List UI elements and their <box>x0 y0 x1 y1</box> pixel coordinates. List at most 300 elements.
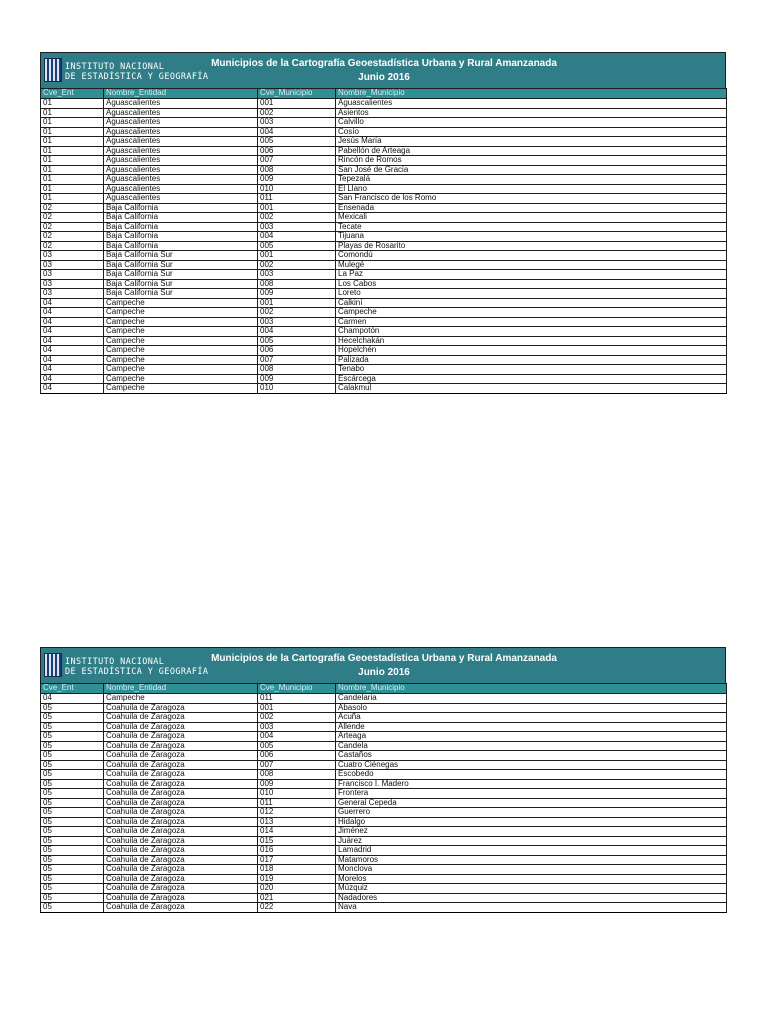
cell-nombre-entidad[interactable]: Aguascalientes <box>104 99 258 109</box>
sheet-page-1 <box>40 52 726 394</box>
cell-nombre-municipio[interactable]: Jesús María <box>336 137 727 147</box>
cell-nombre-entidad[interactable]: Coahuila de Zaragoza <box>104 760 258 770</box>
cell-cve-municipio[interactable]: 013 <box>258 817 336 827</box>
cell-nombre-municipio[interactable]: Tecate <box>336 222 727 232</box>
cell-nombre-municipio[interactable]: Nadadores <box>336 893 727 903</box>
col-header-cve-ent[interactable]: Cve_Ent <box>41 89 104 99</box>
cell-cve-municipio[interactable]: 012 <box>258 808 336 818</box>
cell-nombre-entidad[interactable]: Aguascalientes <box>104 118 258 128</box>
cell-nombre-municipio[interactable]: Aguascalientes <box>336 99 727 109</box>
cell-cve-ent[interactable]: 04 <box>41 298 104 308</box>
cell-cve-municipio[interactable]: 008 <box>258 165 336 175</box>
cell-cve-municipio[interactable]: 015 <box>258 836 336 846</box>
cell-cve-municipio[interactable]: 008 <box>258 279 336 289</box>
table-row <box>41 222 727 232</box>
table-row <box>41 798 727 808</box>
cell-nombre-entidad[interactable]: Coahuila de Zaragoza <box>104 874 258 884</box>
cell-nombre-municipio[interactable]: Juárez <box>336 836 727 846</box>
cell-nombre-municipio[interactable]: Mulegé <box>336 260 727 270</box>
cell-nombre-entidad[interactable]: Coahuila de Zaragoza <box>104 789 258 799</box>
cell-cve-municipio[interactable]: 007 <box>258 355 336 365</box>
col-header-nombre-municipio[interactable]: Nombre_Municipio <box>336 89 727 99</box>
cell-nombre-entidad[interactable]: Baja California Sur <box>104 289 258 299</box>
table-row <box>41 874 727 884</box>
cell-cve-municipio[interactable]: 018 <box>258 865 336 875</box>
cell-nombre-entidad[interactable]: Coahuila de Zaragoza <box>104 722 258 732</box>
org-name-line1: INSTITUTO NACIONAL <box>65 657 165 667</box>
cell-cve-ent[interactable]: 05 <box>41 884 104 894</box>
title-line1: Municipios de la Cartografía Geoestadística Urbana y Rural Amanzanada <box>211 58 557 69</box>
cell-nombre-municipio[interactable]: Escobedo <box>336 770 727 780</box>
cell-cve-ent[interactable]: 01 <box>41 194 104 204</box>
cell-cve-municipio[interactable]: 010 <box>258 789 336 799</box>
cell-cve-ent[interactable]: 05 <box>41 903 104 913</box>
cell-nombre-municipio[interactable]: Castaños <box>336 751 727 761</box>
col-header-nombre-municipio[interactable]: Nombre_Municipio <box>336 684 727 694</box>
cell-nombre-municipio[interactable]: Nava <box>336 903 727 913</box>
cell-nombre-entidad[interactable]: Campeche <box>104 346 258 356</box>
cell-nombre-municipio[interactable]: Tenabo <box>336 365 727 375</box>
cell-cve-ent[interactable]: 03 <box>41 260 104 270</box>
table-row <box>41 213 727 223</box>
cell-cve-municipio[interactable]: 010 <box>258 184 336 194</box>
cell-cve-ent[interactable]: 05 <box>41 817 104 827</box>
cell-cve-ent[interactable]: 02 <box>41 232 104 242</box>
cell-cve-municipio[interactable]: 014 <box>258 827 336 837</box>
cell-cve-ent[interactable]: 05 <box>41 770 104 780</box>
org-name-line2: DE ESTADÍSTICA Y GEOGRAFÍA <box>65 667 209 677</box>
cell-nombre-municipio[interactable]: La Paz <box>336 270 727 280</box>
table-row <box>41 137 727 147</box>
cell-cve-municipio[interactable]: 019 <box>258 874 336 884</box>
col-header-cve-municipio[interactable]: Cve_Municipio <box>258 684 336 694</box>
cell-nombre-municipio[interactable]: General Cepeda <box>336 798 727 808</box>
table-row <box>41 789 727 799</box>
table-row <box>41 346 727 356</box>
cell-cve-ent[interactable]: 05 <box>41 741 104 751</box>
sheet-banner <box>40 52 726 88</box>
cell-nombre-municipio[interactable]: San José de Gracia <box>336 165 727 175</box>
cell-cve-municipio[interactable]: 011 <box>258 694 336 704</box>
cell-nombre-municipio[interactable]: Palizada <box>336 355 727 365</box>
cell-nombre-municipio[interactable]: El Llano <box>336 184 727 194</box>
cell-cve-municipio[interactable]: 021 <box>258 893 336 903</box>
cell-nombre-municipio[interactable]: Campeche <box>336 308 727 318</box>
cell-cve-ent[interactable]: 01 <box>41 184 104 194</box>
cell-cve-municipio[interactable]: 005 <box>258 137 336 147</box>
cell-cve-municipio[interactable]: 011 <box>258 194 336 204</box>
cell-nombre-entidad[interactable]: Coahuila de Zaragoza <box>104 779 258 789</box>
cell-nombre-municipio[interactable]: Mexicali <box>336 213 727 223</box>
cell-nombre-municipio[interactable]: Hecelchakán <box>336 336 727 346</box>
cell-nombre-entidad[interactable]: Campeche <box>104 298 258 308</box>
cell-nombre-entidad[interactable]: Coahuila de Zaragoza <box>104 893 258 903</box>
cell-cve-municipio[interactable]: 009 <box>258 289 336 299</box>
table-row <box>41 336 727 346</box>
cell-nombre-entidad[interactable]: Coahuila de Zaragoza <box>104 808 258 818</box>
col-header-cve-ent[interactable]: Cve_Ent <box>41 684 104 694</box>
cell-cve-municipio[interactable]: 016 <box>258 846 336 856</box>
table-row <box>41 99 727 109</box>
cell-nombre-entidad[interactable]: Aguascalientes <box>104 175 258 185</box>
table-row <box>41 298 727 308</box>
table-row <box>41 779 727 789</box>
cell-cve-municipio[interactable]: 003 <box>258 270 336 280</box>
cell-nombre-municipio[interactable]: Francisco I. Madero <box>336 779 727 789</box>
cell-nombre-municipio[interactable]: Guerrero <box>336 808 727 818</box>
cell-nombre-municipio[interactable]: Acuña <box>336 713 727 723</box>
cell-cve-ent[interactable]: 05 <box>41 846 104 856</box>
cell-cve-municipio[interactable]: 007 <box>258 760 336 770</box>
cell-cve-ent[interactable]: 01 <box>41 99 104 109</box>
cell-nombre-entidad[interactable]: Aguascalientes <box>104 108 258 118</box>
table-row <box>41 232 727 242</box>
cell-cve-municipio[interactable]: 006 <box>258 146 336 156</box>
inegi-logo-icon <box>44 58 62 82</box>
cell-cve-municipio[interactable]: 002 <box>258 108 336 118</box>
cell-cve-ent[interactable]: 05 <box>41 836 104 846</box>
cell-cve-municipio[interactable]: 009 <box>258 779 336 789</box>
inegi-logo <box>43 56 209 86</box>
cell-nombre-municipio[interactable]: Asientos <box>336 108 727 118</box>
cell-cve-ent[interactable]: 04 <box>41 374 104 384</box>
table-row <box>41 694 727 704</box>
cell-cve-municipio[interactable]: 002 <box>258 308 336 318</box>
cell-cve-ent[interactable]: 04 <box>41 384 104 394</box>
table-row <box>41 108 727 118</box>
cell-cve-ent[interactable]: 04 <box>41 327 104 337</box>
table-row <box>41 770 727 780</box>
table-row <box>41 884 727 894</box>
cell-nombre-municipio[interactable]: Pabellón de Arteaga <box>336 146 727 156</box>
cell-cve-municipio[interactable]: 004 <box>258 232 336 242</box>
cell-cve-municipio[interactable]: 022 <box>258 903 336 913</box>
cell-cve-ent[interactable]: 01 <box>41 108 104 118</box>
cell-cve-municipio[interactable]: 004 <box>258 327 336 337</box>
cell-cve-ent[interactable]: 03 <box>41 279 104 289</box>
cell-nombre-municipio[interactable]: Monclova <box>336 865 727 875</box>
sheet-title <box>203 652 565 680</box>
table-row <box>41 156 727 166</box>
cell-nombre-municipio[interactable]: Abasolo <box>336 703 727 713</box>
table-row <box>41 808 727 818</box>
cell-cve-municipio[interactable]: 001 <box>258 99 336 109</box>
cell-nombre-entidad[interactable]: Coahuila de Zaragoza <box>104 903 258 913</box>
cell-nombre-entidad[interactable]: Aguascalientes <box>104 137 258 147</box>
cell-nombre-municipio[interactable]: Loreto <box>336 289 727 299</box>
cell-cve-municipio[interactable]: 003 <box>258 118 336 128</box>
cell-nombre-entidad[interactable]: Coahuila de Zaragoza <box>104 751 258 761</box>
cell-cve-ent[interactable]: 05 <box>41 713 104 723</box>
table-row <box>41 732 727 742</box>
cell-nombre-entidad[interactable]: Coahuila de Zaragoza <box>104 817 258 827</box>
cell-cve-ent[interactable]: 05 <box>41 893 104 903</box>
table-row <box>41 279 727 289</box>
table-row <box>41 165 727 175</box>
cell-cve-ent[interactable]: 05 <box>41 722 104 732</box>
cell-nombre-municipio[interactable]: Hidalgo <box>336 817 727 827</box>
cell-cve-ent[interactable]: 02 <box>41 213 104 223</box>
table-row <box>41 308 727 318</box>
cell-cve-municipio[interactable]: 003 <box>258 222 336 232</box>
table-row <box>41 203 727 213</box>
table-row <box>41 836 727 846</box>
cell-nombre-entidad[interactable]: Coahuila de Zaragoza <box>104 703 258 713</box>
table-row <box>41 760 727 770</box>
municipios-table <box>40 88 727 394</box>
cell-nombre-entidad[interactable]: Coahuila de Zaragoza <box>104 741 258 751</box>
table-row <box>41 827 727 837</box>
table-row <box>41 384 727 394</box>
table-row <box>41 903 727 913</box>
cell-nombre-municipio[interactable]: Ensenada <box>336 203 727 213</box>
cell-nombre-municipio[interactable]: Cuatro Ciénegas <box>336 760 727 770</box>
cell-nombre-entidad[interactable]: Coahuila de Zaragoza <box>104 798 258 808</box>
cell-cve-ent[interactable]: 04 <box>41 308 104 318</box>
cell-nombre-entidad[interactable]: Campeche <box>104 694 258 704</box>
table-row <box>41 118 727 128</box>
cell-nombre-entidad[interactable]: Coahuila de Zaragoza <box>104 827 258 837</box>
table-row <box>41 270 727 280</box>
cell-cve-ent[interactable]: 05 <box>41 732 104 742</box>
cell-cve-ent[interactable]: 03 <box>41 270 104 280</box>
cell-nombre-entidad[interactable]: Baja California <box>104 222 258 232</box>
cell-cve-ent[interactable]: 05 <box>41 703 104 713</box>
cell-nombre-entidad[interactable]: Aguascalientes <box>104 165 258 175</box>
table-row <box>41 817 727 827</box>
cell-cve-ent[interactable]: 04 <box>41 336 104 346</box>
cell-nombre-municipio[interactable]: Allende <box>336 722 727 732</box>
cell-nombre-municipio[interactable]: Candela <box>336 741 727 751</box>
table-row <box>41 127 727 137</box>
table-row <box>41 713 727 723</box>
table-row <box>41 374 727 384</box>
cell-cve-ent[interactable]: 01 <box>41 127 104 137</box>
cell-nombre-entidad[interactable]: Coahuila de Zaragoza <box>104 836 258 846</box>
cell-nombre-entidad[interactable]: Baja California <box>104 213 258 223</box>
header-row <box>41 684 727 694</box>
table-row <box>41 865 727 875</box>
cell-nombre-entidad[interactable]: Coahuila de Zaragoza <box>104 855 258 865</box>
cell-nombre-entidad[interactable]: Campeche <box>104 308 258 318</box>
cell-cve-municipio[interactable]: 017 <box>258 855 336 865</box>
table-row <box>41 846 727 856</box>
cell-cve-municipio[interactable]: 001 <box>258 298 336 308</box>
cell-cve-municipio[interactable]: 002 <box>258 713 336 723</box>
table-row <box>41 893 727 903</box>
cell-cve-ent[interactable]: 05 <box>41 855 104 865</box>
cell-nombre-municipio[interactable]: Rincón de Romos <box>336 156 727 166</box>
cell-nombre-municipio[interactable]: Champotón <box>336 327 727 337</box>
cell-cve-ent[interactable]: 01 <box>41 137 104 147</box>
cell-cve-ent[interactable]: 02 <box>41 241 104 251</box>
cell-cve-municipio[interactable]: 001 <box>258 203 336 213</box>
table-row <box>41 365 727 375</box>
cell-nombre-entidad[interactable]: Coahuila de Zaragoza <box>104 865 258 875</box>
org-name-line2: DE ESTADÍSTICA Y GEOGRAFÍA <box>65 72 209 82</box>
cell-nombre-entidad[interactable]: Campeche <box>104 336 258 346</box>
inegi-logo <box>43 651 209 681</box>
cell-nombre-entidad[interactable]: Baja California <box>104 241 258 251</box>
cell-cve-municipio[interactable]: 005 <box>258 741 336 751</box>
cell-nombre-municipio[interactable]: Candelaria <box>336 694 727 704</box>
cell-nombre-entidad[interactable]: Baja California <box>104 232 258 242</box>
cell-cve-ent[interactable]: 04 <box>41 365 104 375</box>
cell-cve-ent[interactable]: 05 <box>41 865 104 875</box>
cell-nombre-entidad[interactable]: Campeche <box>104 365 258 375</box>
table-body <box>41 694 727 913</box>
cell-nombre-entidad[interactable]: Coahuila de Zaragoza <box>104 713 258 723</box>
cell-cve-municipio[interactable]: 009 <box>258 374 336 384</box>
table-row <box>41 327 727 337</box>
municipios-table <box>40 683 727 913</box>
table-row <box>41 289 727 299</box>
cell-cve-municipio[interactable]: 002 <box>258 260 336 270</box>
cell-cve-ent[interactable]: 05 <box>41 808 104 818</box>
table-row <box>41 260 727 270</box>
cell-nombre-entidad[interactable]: Campeche <box>104 374 258 384</box>
cell-cve-ent[interactable]: 05 <box>41 798 104 808</box>
cell-nombre-municipio[interactable]: Los Cabos <box>336 279 727 289</box>
title-line2: Junio 2016 <box>358 72 410 83</box>
table-row <box>41 194 727 204</box>
col-header-nombre-entidad[interactable]: Nombre_Entidad <box>104 89 258 99</box>
cell-nombre-municipio[interactable]: San Francisco de los Romo <box>336 194 727 204</box>
table-row <box>41 241 727 251</box>
cell-nombre-municipio[interactable]: Arteaga <box>336 732 727 742</box>
cell-nombre-municipio[interactable]: Jiménez <box>336 827 727 837</box>
cell-cve-ent[interactable]: 05 <box>41 827 104 837</box>
cell-nombre-entidad[interactable]: Campeche <box>104 355 258 365</box>
cell-nombre-entidad[interactable]: Coahuila de Zaragoza <box>104 884 258 894</box>
col-header-nombre-entidad[interactable]: Nombre_Entidad <box>104 684 258 694</box>
org-name-line1: INSTITUTO NACIONAL <box>65 62 165 72</box>
cell-nombre-municipio[interactable]: Morelos <box>336 874 727 884</box>
cell-nombre-entidad[interactable]: Baja California Sur <box>104 251 258 261</box>
sheet-title <box>203 57 565 85</box>
cell-nombre-entidad[interactable]: Campeche <box>104 384 258 394</box>
cell-nombre-municipio[interactable]: Calakmul <box>336 384 727 394</box>
cell-cve-municipio[interactable]: 020 <box>258 884 336 894</box>
cell-nombre-municipio[interactable]: Carmen <box>336 317 727 327</box>
cell-cve-ent[interactable]: 05 <box>41 760 104 770</box>
cell-cve-ent[interactable]: 05 <box>41 874 104 884</box>
cell-nombre-municipio[interactable]: Tepezalá <box>336 175 727 185</box>
cell-cve-municipio[interactable]: 003 <box>258 317 336 327</box>
inegi-logo-icon <box>44 653 62 677</box>
cell-nombre-entidad[interactable]: Aguascalientes <box>104 194 258 204</box>
table-row <box>41 175 727 185</box>
cell-cve-ent[interactable]: 02 <box>41 203 104 213</box>
cell-nombre-municipio[interactable]: Playas de Rosarito <box>336 241 727 251</box>
title-line1: Municipios de la Cartografía Geoestadística Urbana y Rural Amanzanada <box>211 653 557 664</box>
cell-cve-ent[interactable]: 04 <box>41 355 104 365</box>
cell-cve-ent[interactable]: 01 <box>41 118 104 128</box>
cell-nombre-entidad[interactable]: Baja California <box>104 203 258 213</box>
cell-cve-municipio[interactable]: 001 <box>258 251 336 261</box>
cell-nombre-entidad[interactable]: Baja California Sur <box>104 279 258 289</box>
cell-cve-ent[interactable]: 05 <box>41 751 104 761</box>
cell-nombre-municipio[interactable]: Calkiní <box>336 298 727 308</box>
cell-cve-municipio[interactable]: 008 <box>258 770 336 780</box>
cell-cve-ent[interactable]: 04 <box>41 694 104 704</box>
cell-cve-ent[interactable]: 01 <box>41 156 104 166</box>
cell-nombre-municipio[interactable]: Calvillo <box>336 118 727 128</box>
cell-nombre-municipio[interactable]: Matamoros <box>336 855 727 865</box>
cell-cve-ent[interactable]: 03 <box>41 251 104 261</box>
cell-cve-municipio[interactable]: 004 <box>258 127 336 137</box>
sheet-page-2 <box>40 647 726 913</box>
cell-cve-ent[interactable]: 05 <box>41 779 104 789</box>
cell-cve-ent[interactable]: 05 <box>41 789 104 799</box>
cell-cve-municipio[interactable]: 011 <box>258 798 336 808</box>
cell-cve-ent[interactable]: 01 <box>41 146 104 156</box>
cell-nombre-municipio[interactable]: Frontera <box>336 789 727 799</box>
cell-cve-ent[interactable]: 02 <box>41 222 104 232</box>
table-row <box>41 855 727 865</box>
cell-nombre-entidad[interactable]: Campeche <box>104 317 258 327</box>
table-row <box>41 317 727 327</box>
cell-nombre-municipio[interactable]: Hopelchén <box>336 346 727 356</box>
cell-nombre-entidad[interactable]: Baja California Sur <box>104 260 258 270</box>
table-row <box>41 251 727 261</box>
cell-nombre-entidad[interactable]: Coahuila de Zaragoza <box>104 770 258 780</box>
cell-cve-ent[interactable]: 04 <box>41 317 104 327</box>
table-row <box>41 741 727 751</box>
title-line2: Junio 2016 <box>358 667 410 678</box>
cell-cve-ent[interactable]: 01 <box>41 165 104 175</box>
cell-nombre-municipio[interactable]: Lamadrid <box>336 846 727 856</box>
header-row <box>41 89 727 99</box>
col-header-cve-municipio[interactable]: Cve_Municipio <box>258 89 336 99</box>
cell-nombre-municipio[interactable]: Múzquiz <box>336 884 727 894</box>
sheet-banner <box>40 647 726 683</box>
cell-nombre-municipio[interactable]: Comondú <box>336 251 727 261</box>
cell-nombre-entidad[interactable]: Aguascalientes <box>104 184 258 194</box>
cell-cve-municipio[interactable]: 010 <box>258 384 336 394</box>
cell-nombre-entidad[interactable]: Aguascalientes <box>104 127 258 137</box>
cell-nombre-municipio[interactable]: Tijuana <box>336 232 727 242</box>
cell-nombre-entidad[interactable]: Coahuila de Zaragoza <box>104 846 258 856</box>
cell-cve-municipio[interactable]: 007 <box>258 156 336 166</box>
table-body <box>41 99 727 394</box>
cell-cve-municipio[interactable]: 006 <box>258 346 336 356</box>
table-row <box>41 751 727 761</box>
cell-cve-municipio[interactable]: 001 <box>258 703 336 713</box>
cell-nombre-entidad[interactable]: Baja California Sur <box>104 270 258 280</box>
cell-cve-municipio[interactable]: 009 <box>258 175 336 185</box>
cell-cve-ent[interactable]: 04 <box>41 346 104 356</box>
cell-nombre-municipio[interactable]: Escárcega <box>336 374 727 384</box>
cell-cve-municipio[interactable]: 006 <box>258 751 336 761</box>
cell-nombre-entidad[interactable]: Coahuila de Zaragoza <box>104 732 258 742</box>
cell-nombre-municipio[interactable]: Cosío <box>336 127 727 137</box>
cell-cve-municipio[interactable]: 005 <box>258 336 336 346</box>
cell-nombre-entidad[interactable]: Aguascalientes <box>104 146 258 156</box>
cell-nombre-entidad[interactable]: Campeche <box>104 327 258 337</box>
cell-cve-municipio[interactable]: 002 <box>258 213 336 223</box>
cell-cve-municipio[interactable]: 004 <box>258 732 336 742</box>
table-row <box>41 722 727 732</box>
table-row <box>41 703 727 713</box>
cell-nombre-entidad[interactable]: Aguascalientes <box>104 156 258 166</box>
cell-cve-municipio[interactable]: 008 <box>258 365 336 375</box>
cell-cve-municipio[interactable]: 005 <box>258 241 336 251</box>
cell-cve-ent[interactable]: 01 <box>41 175 104 185</box>
cell-cve-municipio[interactable]: 003 <box>258 722 336 732</box>
table-row <box>41 355 727 365</box>
cell-cve-ent[interactable]: 03 <box>41 289 104 299</box>
